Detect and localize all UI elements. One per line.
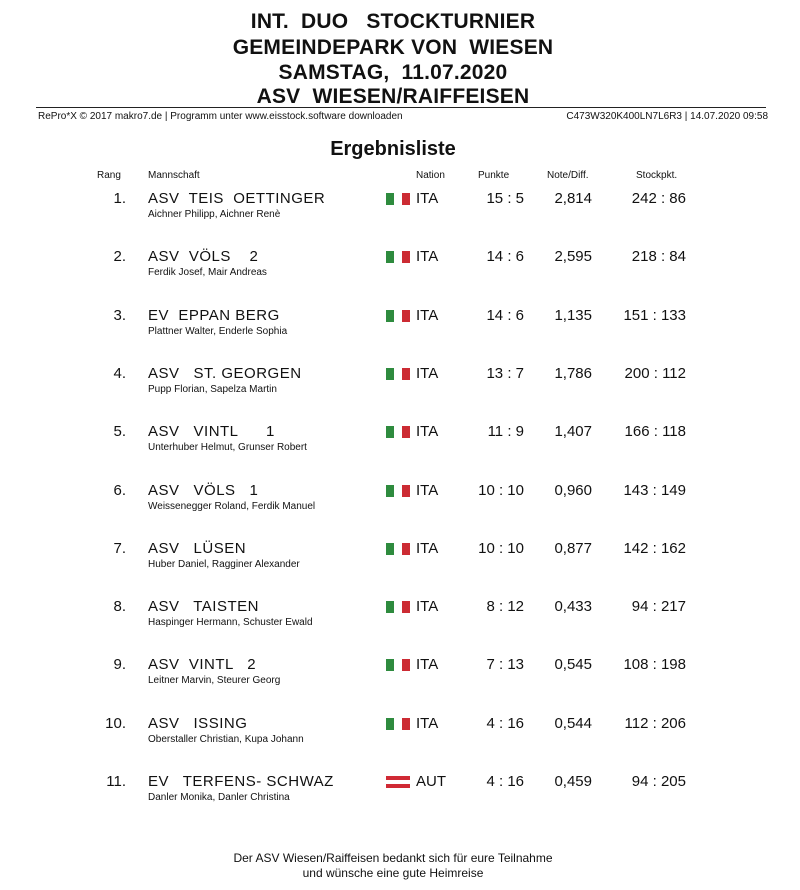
list-title: Ergebnisliste [330,138,456,160]
nation-code: ITA [416,365,439,382]
note-diff-cell: 0,433 [554,598,592,615]
team-name: ASV ST. GEORGEN [148,365,302,382]
stock-points-cell: 166 : 118 [624,423,686,440]
italy-flag-icon [386,426,410,438]
note-diff-cell: 0,459 [554,773,592,790]
stock-points-cell: 218 : 84 [631,248,686,265]
print-code-timestamp: C473W320K400LN7L6R3 | 14.07.2020 09:58 [566,111,768,122]
result-row [0,247,800,287]
italy-flag-icon [386,718,410,730]
points-cell: 7 : 13 [486,656,524,673]
result-row [0,189,800,229]
team-name: ASV LÜSEN [148,540,247,557]
stock-points-cell: 142 : 162 [623,540,686,557]
player-names: Plattner Walter, Enderle Sophia [148,326,288,337]
note-diff-cell: 0,877 [554,540,592,557]
points-cell: 4 : 16 [486,715,524,732]
title-line-4: ASV WIESEN/RAIFFEISEN [256,85,530,108]
nation-code: ITA [416,598,439,615]
note-diff-cell: 0,545 [554,656,592,673]
points-cell: 10 : 10 [478,540,524,557]
italy-flag-icon [386,251,410,263]
player-names: Pupp Florian, Sapelza Martin [148,384,277,395]
nation-code: ITA [416,656,439,673]
player-names: Ferdik Josef, Mair Andreas [148,267,267,278]
points-cell: 14 : 6 [486,248,524,265]
team-name: ASV TAISTEN [148,598,259,615]
result-row [0,364,800,404]
title-line-2: GEMEINDEPARK VON WIESEN [232,36,554,59]
note-diff-cell: 0,544 [554,715,592,732]
rank-cell: 2. [113,248,126,265]
stock-points-cell: 94 : 205 [631,773,686,790]
rank-cell: 5. [113,423,126,440]
result-row [0,714,800,754]
team-name: EV EPPAN BERG [148,307,280,324]
result-row [0,539,800,579]
italy-flag-icon [386,601,410,613]
nation-code: ITA [416,540,439,557]
points-cell: 11 : 9 [487,423,524,440]
stock-points-cell: 94 : 217 [631,598,686,615]
player-names: Aichner Philipp, Aichner Renè [148,209,281,220]
player-names: Unterhuber Helmut, Grunser Robert [148,442,307,453]
result-row [0,655,800,695]
note-diff-cell: 1,407 [554,423,592,440]
note-diff-cell: 1,786 [554,365,592,382]
points-cell: 15 : 5 [486,190,524,207]
stock-points-cell: 143 : 149 [623,482,686,499]
italy-flag-icon [386,368,410,380]
player-names: Oberstaller Christian, Kupa Johann [148,734,304,745]
team-name: EV TERFENS- SCHWAZ [148,773,334,790]
result-row [0,481,800,521]
rank-cell: 11. [106,773,126,790]
col-team-header: Mannschaft [148,170,200,181]
rank-cell: 9. [113,656,126,673]
footer-line-1: Der ASV Wiesen/Raiffeisen bedankt sich für eure Teilnahme [233,851,553,865]
points-cell: 14 : 6 [486,307,524,324]
stock-points-cell: 108 : 198 [623,656,686,673]
col-stock-header: Stockpkt. [636,170,678,181]
player-names: Weissenegger Roland, Ferdik Manuel [148,501,316,512]
italy-flag-icon [386,659,410,671]
note-diff-cell: 2,595 [554,248,592,265]
points-cell: 8 : 12 [486,598,524,615]
stock-points-cell: 112 : 206 [624,715,686,732]
title-line-3: SAMSTAG, 11.07.2020 [278,61,508,84]
italy-flag-icon [386,543,410,555]
col-nation-header: Nation [416,170,445,181]
team-name: ASV ISSING [148,715,248,732]
player-names: Leitner Marvin, Steurer Georg [148,675,281,686]
team-name: ASV VINTL 1 [148,423,275,440]
nation-code: ITA [416,715,439,732]
team-name: ASV TEIS OETTINGER [148,190,326,207]
points-cell: 10 : 10 [478,482,524,499]
stock-points-cell: 151 : 133 [623,307,686,324]
note-diff-cell: 2,814 [554,190,592,207]
footer-line-2: und wünsche eine gute Heimreise [302,866,484,880]
title-line-1: INT. DUO STOCKTURNIER [250,10,536,33]
rank-cell: 3. [113,307,126,324]
rank-cell: 8. [113,598,126,615]
points-cell: 13 : 7 [486,365,524,382]
nation-code: AUT [416,773,446,790]
player-names: Haspinger Hermann, Schuster Ewald [148,617,313,628]
rank-cell: 1. [113,190,126,207]
note-diff-cell: 1,135 [554,307,592,324]
note-diff-cell: 0,960 [554,482,592,499]
austria-flag-icon [386,776,410,788]
stock-points-cell: 242 : 86 [631,190,686,207]
nation-code: ITA [416,423,439,440]
rank-cell: 6. [113,482,126,499]
nation-code: ITA [416,482,439,499]
stock-points-cell: 200 : 112 [624,365,686,382]
team-name: ASV VINTL 2 [148,656,257,673]
nation-code: ITA [416,248,439,265]
italy-flag-icon [386,193,410,205]
rank-cell: 7. [113,540,126,557]
col-note-header: Note/Diff. [547,170,589,181]
header-divider [36,107,766,108]
team-name: ASV VÖLS 1 [148,482,259,499]
result-row [0,422,800,462]
nation-code: ITA [416,190,439,207]
result-row [0,772,800,812]
italy-flag-icon [386,485,410,497]
result-row [0,597,800,637]
software-credit: RePro*X © 2017 makro7.de | Programm unter www.eisstock.software downloaden [38,111,403,122]
team-name: ASV VÖLS 2 [148,248,259,265]
points-cell: 4 : 16 [486,773,524,790]
rank-cell: 10. [105,715,126,732]
result-row [0,306,800,346]
player-names: Danler Monika, Danler Christina [148,792,290,803]
nation-code: ITA [416,307,439,324]
rank-cell: 4. [113,365,126,382]
italy-flag-icon [386,310,410,322]
col-rank-header: Rang [97,170,121,181]
player-names: Huber Daniel, Ragginer Alexander [148,559,300,570]
col-points-header: Punkte [478,170,510,181]
